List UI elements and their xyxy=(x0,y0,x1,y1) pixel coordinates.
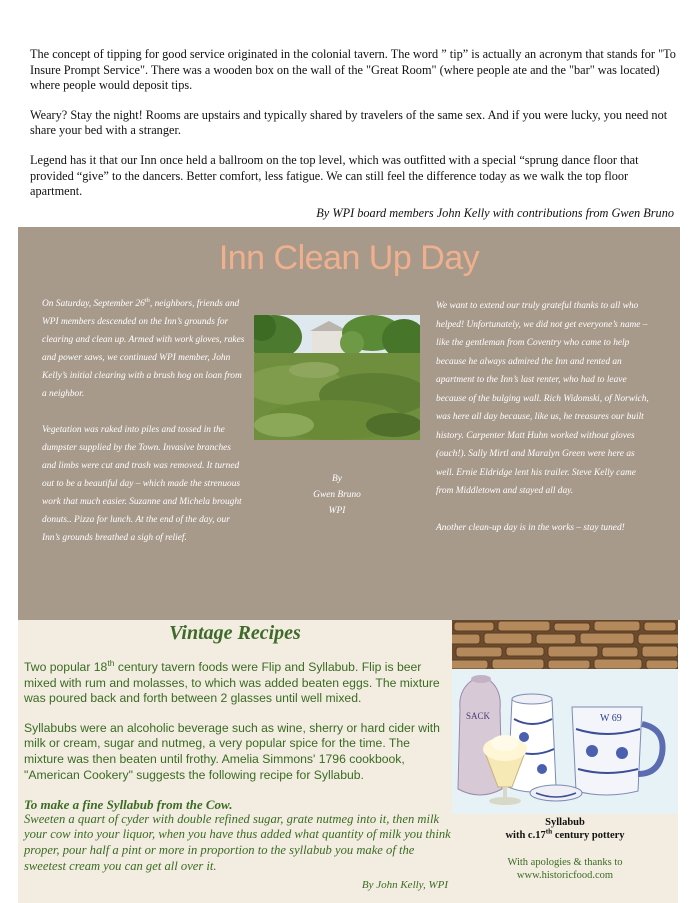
recipes-panel xyxy=(18,620,452,903)
intro-paragraph-ballroom: Legend has it that our Inn once held a ballroom on the top level, which was outfitted with a special “sprung dance floor that provided “give” to the dancers. Better comfort, less fatigue. We can still feel the difference today as we walk the top floor apartment. xyxy=(30,152,639,199)
cleanup-right-column xyxy=(436,297,651,555)
mug-label: W 69 xyxy=(600,713,622,724)
intro-byline: By WPI board members John Kelly with contributions from Gwen Bruno xyxy=(316,206,674,220)
pottery-caption xyxy=(452,816,678,842)
cleanup-left-paragraph-1 xyxy=(42,295,247,403)
cleanup-right-paragraph-2: Another clean-up day is in the works – stay tuned! xyxy=(436,522,625,533)
source-credit xyxy=(452,856,678,882)
syllabub-sidebar xyxy=(452,620,678,903)
cleanup-title: Inn Clean Up Day xyxy=(218,239,480,277)
recipes-byline: By John Kelly, WPI xyxy=(361,879,448,892)
caption-title: Syllabub xyxy=(545,817,585,828)
cleanup-left-paragraph-2: Vegetation was raked into piles and tossed in the dumpster supplied by the Town. Invasive branches and limbs were cut and trash was removed. It turned out to be a beautiful day – which made the strenuous work that much easier. Suzanne and Michela brought donuts.. Pizza for lunch. At the end of the day, our Inn’s grounds breathed a sigh of relief. xyxy=(42,425,242,543)
recipes-p1-rest: century tavern foods were Flip and Syllabub. Flip is beer mixed with rum and molasses, to which was added beaten eggs. The mixture was poured back and forth between 2 glasses until well mixed. xyxy=(24,660,440,706)
cleanup-byline-by: By xyxy=(332,474,342,484)
credit-link[interactable]: www.historicfood.com xyxy=(516,870,614,881)
recipes-p1-start: Two popular 18 xyxy=(24,660,108,674)
cleanup-left-p1-rest: , neighbors, friends and WPI members descended on the Inn’s grounds for clearing and clean up. Armed with work gloves, rakes and power saws, we continued WPI member, John Kelly’s initial clearing with a brush hog on loan from a neighbor. xyxy=(42,299,245,399)
caption-line xyxy=(452,826,678,842)
cleanup-panel xyxy=(18,227,680,620)
intro-paragraph-tipping: The concept of tipping for good service originated in the colonial tavern. The word ” tip” is actually an acronym that stands for "To Insure Prompt Service". There was a wooden box on the wall of the "Great Room" (where people ate and the "bar" was located) where people would deposit tips. xyxy=(30,47,676,93)
cleanup-date-text: On Saturday, September 26 xyxy=(42,299,145,309)
cleanup-date-suffix: th xyxy=(144,296,150,304)
cleanup-right-paragraph-1: We want to extend our truly grateful thanks to all who helped! Unfortunately, we did not get everyone’s name – like the gentleman from Coventry who came to help because he always admired the Inn and rented an apartment to the Inn’s last renter, who had to leave because of the bulging wall. Rich Widomski, of Norwich, was here all day because, like us, he treasures our built history. Carpenter Matt Huhn worked without gloves (ouch!). Sally Mirtl and Maralyn Green were here as well. Ernie Eldridge lent his trailer. Steve Kelly came from Middletown and stayed all day. xyxy=(436,301,649,496)
recipes-body xyxy=(24,657,452,894)
stone-wall-illustration xyxy=(452,620,678,669)
cleanup-left-column xyxy=(42,295,247,565)
caption-line-rest: century pottery xyxy=(552,830,625,841)
recipes-title: Vintage Recipes xyxy=(169,622,301,644)
recipe-text: Sweeten a quart of cyder with double refined sugar, grate nutmeg into it, then milk your cow into your liquor, when you have thus added what quantity of milk you think proper, pour half a pint or more in proportion to the syllabub you make of the sweetest cream you can get all over it. xyxy=(24,811,451,873)
caption-line-start: with c.17 xyxy=(505,830,546,841)
recipe-heading: To make a fine Syllabub from the Cow. xyxy=(24,797,233,813)
cleanup-byline-org: WPI xyxy=(328,506,346,516)
cleanup-byline-name: Gwen Bruno xyxy=(313,490,361,500)
caption-line-suffix: th xyxy=(545,826,553,836)
intro-text xyxy=(30,47,678,214)
syllabub-pottery-image xyxy=(452,669,678,814)
cleanup-byline xyxy=(254,471,420,519)
jug-label: SACK xyxy=(466,711,491,721)
intro-paragraph-rooms: Weary? Stay the night! Rooms are upstairs and typically shared by travelers of the same sex. And if you were lucky, you need not share your bed with a stranger. xyxy=(30,107,668,138)
recipes-paragraph-1 xyxy=(24,657,452,707)
stone-wall-image xyxy=(452,620,678,669)
credit-line-1: With apologies & thanks to xyxy=(507,857,623,868)
recipes-paragraph-2: Syllabubs were an alcoholic beverage such as wine, sherry or hard cider with milk or cream, sugar and nutmeg, a very popular spice for the time. The mixture was then beaten until frothy. Amelia Simmons' 1796 cookbook, "American Cookery" suggests the following recipe for Syllabub. xyxy=(24,720,440,782)
cleared-lot-image xyxy=(254,315,420,440)
pottery-illustration xyxy=(452,669,678,814)
recipes-p1-suffix: th xyxy=(107,657,115,668)
cleanup-photo xyxy=(254,315,420,440)
